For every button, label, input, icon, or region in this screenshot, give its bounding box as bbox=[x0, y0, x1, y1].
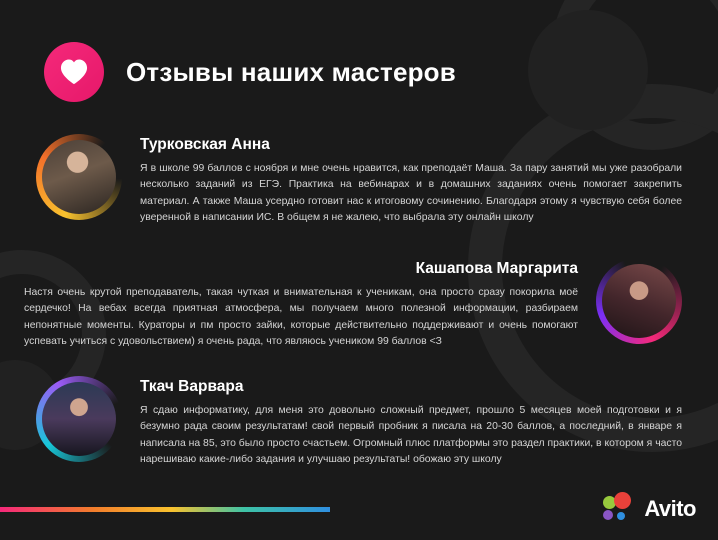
review-item bbox=[24, 258, 682, 351]
review-item bbox=[36, 134, 682, 227]
avatar-photo bbox=[42, 140, 116, 214]
header bbox=[44, 42, 456, 102]
review-text: Я сдаю информатику, для меня это довольно сложный предмет, прошло 5 месяцев моей подготовки и я безумно рада своим результатам! свой первый пробник я писала на 20-30 баллов, а последний, в январе я написала на 85, это было просто счастьем. Огромный плюс платформы это раздел практики, в котором я часто нарешиваю какие-либо задания и улучшаю результаты! обожаю эту школу bbox=[140, 405, 682, 466]
avatar-photo bbox=[602, 264, 676, 338]
review-author-name: Кашапова Маргарита bbox=[415, 260, 578, 277]
review-item bbox=[36, 376, 682, 469]
review-text: Настя очень крутой преподаватель, такая чуткая и внимательная к ученикам, она просто сразу покорила моё сердечко! На вебах всегда приятная атмосфера, мы получаем много полезной информации, разбираем непонятные моменты. Кураторы и пм просто зайки, которые действительно поддерживают и очень помогают успевать учиться с удовольствием) я очень рада, что являюсь учеником 99 баллов <З bbox=[24, 287, 578, 348]
avito-wordmark: Avito bbox=[644, 496, 696, 521]
avatar-tkach-varvara bbox=[36, 376, 122, 462]
review-body bbox=[122, 134, 682, 227]
avatar-turkovskaya-anna bbox=[36, 134, 122, 220]
page-title: Отзывы наших мастеров bbox=[126, 56, 456, 87]
review-author-name: Турковская Анна bbox=[140, 136, 270, 153]
review-body bbox=[24, 258, 596, 351]
avito-dots-icon bbox=[603, 496, 637, 522]
review-body bbox=[122, 376, 682, 469]
avito-watermark bbox=[603, 496, 696, 522]
footer-color-bar bbox=[0, 507, 330, 512]
decorative-blob-top bbox=[528, 10, 648, 130]
review-author-name: Ткач Варвара bbox=[140, 378, 244, 395]
heart-icon bbox=[44, 42, 104, 102]
avatar-photo bbox=[42, 382, 116, 456]
review-text: Я в школе 99 баллов с ноября и мне очень нравится, как преподаёт Маша. За пару занятий мы уже разобрали несколько заданий из ЕГЭ. Практика на вебинарах и в домашних заданиях очень помогает закрепить материал. А также Маша усердно готовит нас к итоговому сочинению. Благодаря этому я чувствую себя более уверенной в написании ИС. В общем я не жалею, что выбрала эту онлайн школу bbox=[140, 163, 682, 224]
avatar-kashapova-margarita bbox=[596, 258, 682, 344]
